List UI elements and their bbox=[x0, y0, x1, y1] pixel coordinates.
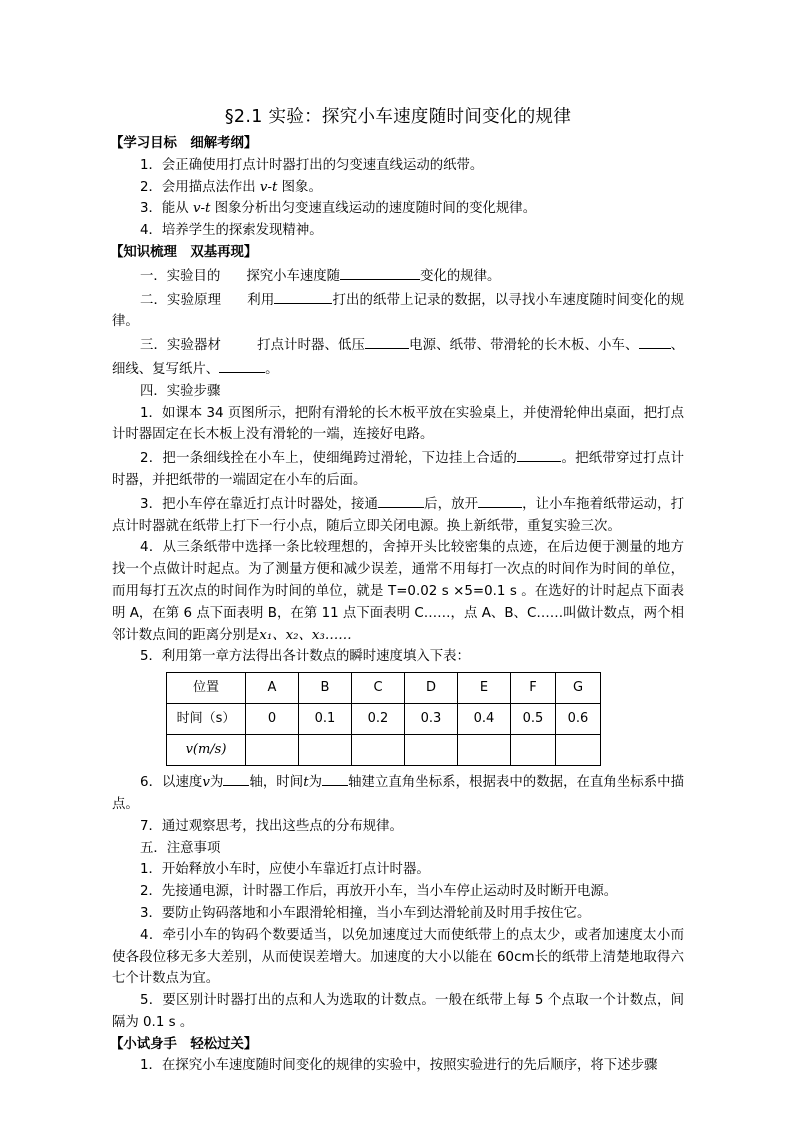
step-6-text: 6．以速度 bbox=[140, 775, 203, 791]
vt-symbol-2: v-t bbox=[192, 201, 211, 217]
fill-blank[interactable] bbox=[378, 492, 424, 508]
step-6-mid-2: 轴，时间 bbox=[249, 775, 304, 791]
steps-heading: 四．实验步骤 bbox=[140, 383, 221, 399]
goal-2-end: 图象。 bbox=[281, 179, 322, 195]
goal-3-end: 图象分析出匀变速直线运动的速度随时间的变化规律。 bbox=[214, 201, 537, 217]
fill-blank[interactable] bbox=[517, 446, 561, 462]
table-cell-empty[interactable] bbox=[458, 735, 511, 766]
equipment-text-3: 、细线、复写纸片、 bbox=[112, 338, 685, 377]
table-cell: C bbox=[352, 673, 405, 704]
step-5: 5．利用第一章方法得出各计数点的瞬时速度填入下表： bbox=[140, 649, 470, 665]
table-cell-empty[interactable] bbox=[352, 735, 405, 766]
step-3 bbox=[112, 492, 684, 538]
table-cell: 0.1 bbox=[299, 704, 352, 735]
table-cell: 时间（s） bbox=[167, 704, 246, 735]
step-2 bbox=[112, 446, 684, 492]
vt-symbol: v-t bbox=[259, 179, 278, 195]
goal-1: 1．会正确使用打点计时器打出的匀变速直线运动的纸带。 bbox=[140, 157, 484, 173]
table-cell: B bbox=[299, 673, 352, 704]
goal-2-text: 2．会用描点法作出 bbox=[140, 179, 256, 195]
table-cell: 0.2 bbox=[352, 704, 405, 735]
table-cell: 0.3 bbox=[405, 704, 458, 735]
table-cell-empty[interactable] bbox=[405, 735, 458, 766]
purpose-line bbox=[112, 264, 684, 288]
note-4: 4．牵引小车的钩码个数要适当，以免加速度过大而使纸带上的点太少，或者加速度太小而使各段位移无多大差别，从而使误差增大。加速度的大小以能在 60cm长的纸带上清楚地取得六七个计数点为宜。 bbox=[112, 927, 684, 987]
principle-label: 二．实验原理 bbox=[140, 292, 222, 308]
step-3-text: 3．把小车停在靠近打点计时器处，接通 bbox=[140, 496, 378, 512]
table-cell: D bbox=[405, 673, 458, 704]
goal-3-text: 3．能从 bbox=[140, 201, 189, 217]
step-6-mid: 为 bbox=[209, 775, 224, 791]
note-3: 3．要防止钩码落地和小车跟滑轮相撞，当小车到达滑轮前及时用手按住它。 bbox=[140, 905, 591, 921]
step-6-end: 轴建立直角坐标系，根据表中的数据，在直角坐标系中描点。 bbox=[112, 775, 684, 812]
fill-blank[interactable] bbox=[274, 288, 332, 304]
section-heading-practice: 【小试身手 轻松过关】 bbox=[110, 1036, 258, 1052]
table-row bbox=[167, 673, 601, 704]
note-5: 5．要区别计时器打出的点和人为选取的计数点。一般在纸带上每 5 个点取一个计数点，间隔为 0.1 s 。 bbox=[112, 993, 684, 1030]
fill-blank[interactable] bbox=[340, 264, 420, 280]
equipment-end: 。 bbox=[265, 361, 279, 377]
table-cell-empty[interactable] bbox=[511, 735, 556, 766]
goal-2 bbox=[112, 177, 684, 199]
note-1: 1．开始释放小车时，应使小车靠近打点计时器。 bbox=[140, 862, 430, 878]
step-7: 7．通过观察思考，找出这些点的分布规律。 bbox=[140, 818, 403, 834]
fill-blank[interactable] bbox=[478, 492, 522, 508]
table-cell: 0.4 bbox=[458, 704, 511, 735]
step-3-mid: 后，放开 bbox=[424, 496, 479, 512]
table-row bbox=[167, 704, 601, 735]
symbol-t: t bbox=[303, 775, 309, 791]
table-cell: G bbox=[556, 673, 601, 704]
table-cell: F bbox=[511, 673, 556, 704]
document-page bbox=[112, 104, 684, 1077]
table-cell-empty[interactable] bbox=[299, 735, 352, 766]
table-cell: 0.5 bbox=[511, 704, 556, 735]
table-cell: A bbox=[246, 673, 299, 704]
fill-blank[interactable] bbox=[365, 333, 409, 349]
page-title: §2.1 实验：探究小车速度随时间变化的规律 bbox=[224, 107, 572, 127]
step-4-text: 4．从三条纸带中选择一条比较理想的，舍掉开头比较密集的点迹，在后边便于测量的地方找一个点做计时起点。为了测量方便和减少误差，通常不用每打一次点的时间作为时间的单位，而用每打五次点的时间作为时间的单位，就是 T=0.02 s ×5=0.1 s 。在选好的计时起点下面表明 A，在第 6 点下面表明 B，在第 11 点下面表明 C……，点 A、B、C……叫做计数点，两个相邻计数点间的距离分别是 bbox=[112, 540, 684, 643]
goal-4: 4．培养学生的探索发现精神。 bbox=[140, 223, 323, 239]
step-3-end: ，让小车拖着纸带运动，打点计时器就在纸带上打下一行小点，随后立即关闭电源。换上新纸带，重复实验三次。 bbox=[112, 496, 684, 534]
table-cell: 位置 bbox=[167, 673, 246, 704]
step-2-end: 。把纸带穿过打点计时器，并把纸带的一端固定在小车的后面。 bbox=[112, 451, 684, 488]
equipment-label: 三．实验器材 bbox=[140, 338, 221, 354]
step-1: 1．如课本 34 页图所示，把附有滑轮的长木板平放在实验桌上，并使滑轮伸出桌面，把打点计时器固定在长木板上没有滑轮的一端，连接好电路。 bbox=[112, 405, 684, 443]
fill-blank[interactable] bbox=[219, 357, 265, 373]
goal-3 bbox=[112, 198, 684, 220]
principle-line bbox=[112, 288, 684, 334]
purpose-label: 一．实验目的 bbox=[140, 268, 221, 284]
equipment-line bbox=[112, 333, 684, 381]
fill-blank[interactable] bbox=[223, 770, 249, 786]
purpose-end: 变化的规律。 bbox=[420, 268, 501, 284]
table-cell: E bbox=[458, 673, 511, 704]
table-cell: 0 bbox=[246, 704, 299, 735]
table-cell-empty[interactable] bbox=[556, 735, 601, 766]
table-cell: 0.6 bbox=[556, 704, 601, 735]
step-4-vars: x₁、x₂、x₃…… bbox=[259, 627, 352, 643]
step-6-mid-3: 为 bbox=[308, 775, 323, 791]
equipment-text: 打点计时器、低压 bbox=[256, 338, 366, 354]
velocity-table bbox=[166, 672, 601, 766]
question-1: 1．在探究小车速度随时间变化的规律的实验中，按照实验进行的先后顺序，将下述步骤 bbox=[140, 1058, 658, 1074]
note-2: 2．先接通电源，计时器工作后，再放开小车，当小车停止运动时及时断开电源。 bbox=[140, 884, 618, 900]
step-2-text: 2．把一条细线拴在小车上，使细绳跨过滑轮，下边挂上合适的 bbox=[140, 451, 518, 467]
section-heading-goals: 【学习目标 细解考纲】 bbox=[110, 136, 258, 151]
principle-end: 打出的纸带上记录的数据，以寻找小车速度随时间变化的规律。 bbox=[112, 292, 685, 330]
table-cell: v(m/s) bbox=[167, 735, 246, 766]
table-cell-empty[interactable] bbox=[246, 735, 299, 766]
fill-blank[interactable] bbox=[322, 770, 348, 786]
notes-heading: 五．注意事项 bbox=[140, 840, 221, 856]
fill-blank[interactable] bbox=[639, 333, 671, 349]
table-row bbox=[167, 735, 601, 766]
equipment-text-2: 电源、纸带、带滑轮的长木板、小车、 bbox=[409, 338, 639, 354]
purpose-text: 探究小车速度随 bbox=[246, 268, 341, 284]
principle-text: 利用 bbox=[247, 292, 275, 308]
step-6 bbox=[112, 770, 684, 816]
section-heading-knowledge: 【知识梳理 双基再现】 bbox=[110, 244, 258, 260]
symbol-v: v bbox=[202, 775, 210, 791]
step-4 bbox=[112, 537, 684, 646]
